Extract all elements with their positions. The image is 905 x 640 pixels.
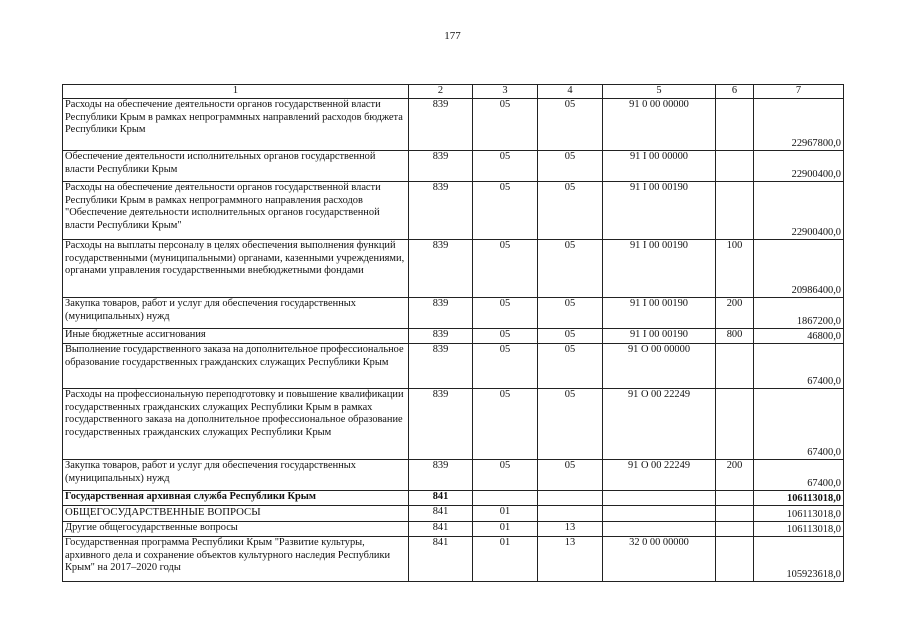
row-subsection: 05	[538, 298, 603, 329]
row-target-code: 91 О 00 00000	[603, 344, 716, 389]
row-section: 05	[473, 151, 538, 182]
row-ministry-code: 839	[409, 99, 473, 151]
row-ministry-code: 841	[409, 537, 473, 582]
row-name: Закупка товаров, работ и услуг для обеспечения государственных (муниципальных) нужд	[63, 460, 409, 491]
row-section: 05	[473, 182, 538, 240]
row-target-code: 32 0 00 00000	[603, 537, 716, 582]
row-section: 05	[473, 344, 538, 389]
row-amount: 105923618,0	[754, 537, 844, 582]
row-name: Иные бюджетные ассигнования	[63, 329, 409, 344]
row-amount: 106113018,0	[754, 506, 844, 522]
row-subsection	[538, 491, 603, 506]
row-name: Другие общегосударственные вопросы	[63, 522, 409, 537]
row-expense-type	[716, 99, 754, 151]
row-name: Расходы на обеспечение деятельности органов государственной власти Республики Крым в рамках непрограммных направлений расходов бюджета Республики Крым	[63, 99, 409, 151]
row-section: 05	[473, 298, 538, 329]
row-expense-type	[716, 389, 754, 460]
row-subsection	[538, 506, 603, 522]
row-name: Закупка товаров, работ и услуг для обеспечения государственных (муниципальных) нужд	[63, 298, 409, 329]
row-expense-type	[716, 491, 754, 506]
row-expense-type	[716, 182, 754, 240]
row-target-code: 91 I 00 00190	[603, 182, 716, 240]
row-ministry-code: 839	[409, 329, 473, 344]
row-target-code: 91 О 00 22249	[603, 460, 716, 491]
row-amount: 22900400,0	[754, 182, 844, 240]
table-row	[63, 389, 844, 460]
row-amount: 67400,0	[754, 460, 844, 491]
row-subsection: 05	[538, 329, 603, 344]
row-ministry-code: 839	[409, 298, 473, 329]
row-target-code	[603, 491, 716, 506]
row-subsection: 05	[538, 240, 603, 298]
header-col-7: 7	[754, 85, 844, 99]
row-name: Расходы на выплаты персоналу в целях обеспечения выполнения функций государственными (муниципальными) органами, казенными учреждениями, органами управления государственными внебюджетными фондами	[63, 240, 409, 298]
header-col-1: 1	[63, 85, 409, 99]
row-ministry-code: 841	[409, 522, 473, 537]
row-subsection: 05	[538, 344, 603, 389]
row-subsection: 05	[538, 460, 603, 491]
row-section	[473, 491, 538, 506]
row-ministry-code: 839	[409, 460, 473, 491]
table-row	[63, 460, 844, 491]
table-row	[63, 151, 844, 182]
header-col-2: 2	[409, 85, 473, 99]
row-target-code: 91 0 00 00000	[603, 99, 716, 151]
table-header-row	[63, 85, 844, 99]
table-row	[63, 298, 844, 329]
row-expense-type: 200	[716, 460, 754, 491]
row-expense-type: 100	[716, 240, 754, 298]
table-row	[63, 182, 844, 240]
row-target-code: 91 I 00 00190	[603, 298, 716, 329]
row-ministry-code: 839	[409, 389, 473, 460]
row-amount: 46800,0	[754, 329, 844, 344]
table-row	[63, 344, 844, 389]
table-row	[63, 506, 844, 522]
row-ministry-code: 839	[409, 151, 473, 182]
row-amount: 67400,0	[754, 344, 844, 389]
row-ministry-code: 839	[409, 182, 473, 240]
row-target-code: 91 I 00 00190	[603, 240, 716, 298]
row-section: 05	[473, 389, 538, 460]
row-name: Обеспечение деятельности исполнительных органов государственной власти Республики Крым	[63, 151, 409, 182]
row-name: Выполнение государственного заказа на дополнительное профессиональное образование государственных гражданских служащих Республики Крым	[63, 344, 409, 389]
row-target-code	[603, 506, 716, 522]
table-row	[63, 329, 844, 344]
table-row	[63, 491, 844, 506]
row-ministry-code: 839	[409, 344, 473, 389]
row-amount: 22900400,0	[754, 151, 844, 182]
row-amount: 106113018,0	[754, 522, 844, 537]
row-name: ОБЩЕГОСУДАРСТВЕННЫЕ ВОПРОСЫ	[63, 506, 409, 522]
row-expense-type	[716, 522, 754, 537]
row-amount: 1867200,0	[754, 298, 844, 329]
row-amount: 106113018,0	[754, 491, 844, 506]
row-subsection: 13	[538, 537, 603, 582]
row-expense-type: 200	[716, 298, 754, 329]
row-expense-type	[716, 344, 754, 389]
header-col-3: 3	[473, 85, 538, 99]
row-subsection: 05	[538, 151, 603, 182]
budget-table	[62, 84, 844, 582]
row-name: Государственная архивная служба Республики Крым	[63, 491, 409, 506]
row-section: 01	[473, 522, 538, 537]
table-row	[63, 522, 844, 537]
row-section: 05	[473, 99, 538, 151]
row-expense-type	[716, 506, 754, 522]
header-col-4: 4	[538, 85, 603, 99]
header-col-6: 6	[716, 85, 754, 99]
table-row	[63, 537, 844, 582]
row-expense-type	[716, 151, 754, 182]
row-amount: 22967800,0	[754, 99, 844, 151]
row-target-code	[603, 522, 716, 537]
table-row	[63, 240, 844, 298]
row-ministry-code: 841	[409, 506, 473, 522]
row-subsection: 05	[538, 389, 603, 460]
row-expense-type	[716, 537, 754, 582]
row-expense-type: 800	[716, 329, 754, 344]
row-section: 05	[473, 460, 538, 491]
row-subsection: 05	[538, 182, 603, 240]
row-section: 01	[473, 537, 538, 582]
row-subsection: 05	[538, 99, 603, 151]
table-row	[63, 99, 844, 151]
row-amount: 20986400,0	[754, 240, 844, 298]
row-name: Расходы на обеспечение деятельности органов государственной власти Республики Крым в рамках непрограммного направления расходов "Обеспечение деятельности исполнительных органов государственной власти Республики Крым"	[63, 182, 409, 240]
row-amount: 67400,0	[754, 389, 844, 460]
row-section: 05	[473, 329, 538, 344]
header-col-5: 5	[603, 85, 716, 99]
page-number: 177	[444, 30, 461, 42]
row-ministry-code: 841	[409, 491, 473, 506]
row-section: 01	[473, 506, 538, 522]
row-target-code: 91 I 00 00000	[603, 151, 716, 182]
row-target-code: 91 О 00 22249	[603, 389, 716, 460]
row-name: Расходы на профессиональную переподготовку и повышение квалификации государственных гражданских служащих Республики Крым в рамках государственного заказа на дополнительное профессиональное образование государственных гражданских служащих Республики Крым	[63, 389, 409, 460]
row-target-code: 91 I 00 00190	[603, 329, 716, 344]
row-name: Государственная программа Республики Крым "Развитие культуры, архивного дела и сохранение объектов культурного наследия Республики Крым" на 2017–2020 годы	[63, 537, 409, 582]
row-subsection: 13	[538, 522, 603, 537]
row-section: 05	[473, 240, 538, 298]
row-ministry-code: 839	[409, 240, 473, 298]
